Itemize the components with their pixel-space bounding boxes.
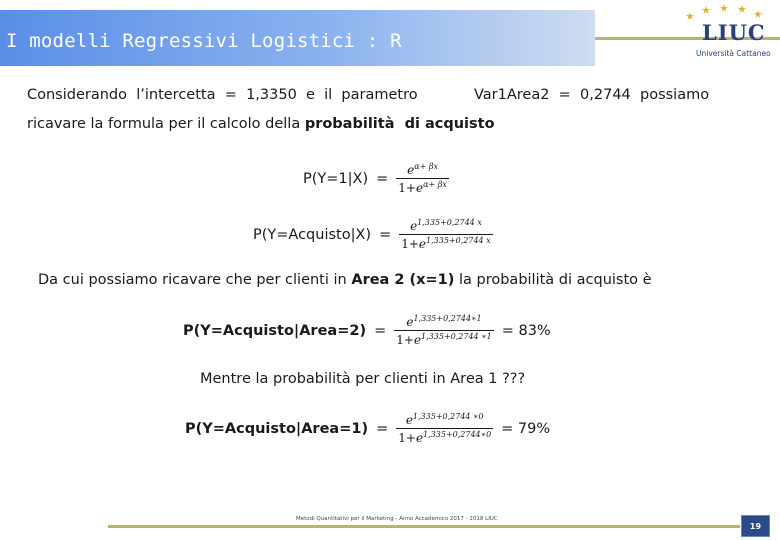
formula-area1-fraction xyxy=(396,412,493,445)
area1-question: Mentre la probabilità per clienti in Area 1 ??? xyxy=(200,371,526,387)
denominator-prefix: 1+ xyxy=(398,431,416,445)
denominator-base: e xyxy=(415,431,424,445)
formula-general-lhs: P(Y=1|X) xyxy=(303,170,369,187)
area2-sentence xyxy=(38,272,652,288)
university-logo xyxy=(680,2,775,64)
intro-line-1 xyxy=(27,87,418,103)
numerator xyxy=(408,218,484,234)
formula-acquisto-lhs: P(Y=Acquisto|X) xyxy=(253,226,372,243)
intro-line-1-right xyxy=(474,87,709,103)
numerator-base: e xyxy=(406,315,414,329)
footer-text: Metodi Quantitativi per il Marketing - Anno Accademico 2017 - 2018 LIUC xyxy=(296,516,498,522)
intro-line-2-bold: probabilità di acquisto xyxy=(304,116,495,132)
page-number: 19 xyxy=(741,515,770,537)
slide-title: I modelli Regressivi Logistici : R xyxy=(6,30,402,52)
numerator-base: e xyxy=(405,413,413,427)
denominator-exponent: 1,335+0,2744 x xyxy=(426,236,491,245)
formula-area1 xyxy=(185,412,550,445)
formula-area1-result: = 79% xyxy=(501,420,551,437)
intro-line-2-text: ricavare la formula per il calcolo della xyxy=(27,116,305,132)
stars-icon xyxy=(680,2,775,22)
equals-sign: = xyxy=(379,226,392,243)
footer-divider xyxy=(108,525,740,528)
numerator xyxy=(404,314,483,330)
denominator-prefix: 1+ xyxy=(396,333,414,347)
denominator xyxy=(396,178,449,195)
intro-line-2 xyxy=(27,116,495,132)
denominator-exponent: α+ βx xyxy=(423,180,447,189)
equals-sign: = xyxy=(376,420,389,437)
area2-sentence-bold: Area 2 (x=1) xyxy=(351,272,455,288)
denominator-base: e xyxy=(418,237,427,251)
numerator-exponent: 1,335+0,2744 x xyxy=(417,218,482,227)
denominator-prefix: 1+ xyxy=(401,237,419,251)
denominator xyxy=(396,428,493,445)
formula-acquisto-fraction xyxy=(399,218,492,251)
formula-acquisto xyxy=(253,218,493,251)
logo-brand: LIUC xyxy=(702,20,766,45)
numerator xyxy=(404,412,486,428)
numerator-exponent: 1,335+0,2744∗1 xyxy=(413,314,482,323)
numerator xyxy=(405,162,440,178)
formula-area1-lhs: P(Y=Acquisto|Area=1) xyxy=(185,420,369,437)
equals-sign: = xyxy=(376,170,389,187)
denominator-exponent: 1,335+0,2744 ∗1 xyxy=(421,332,492,341)
formula-general xyxy=(303,162,449,195)
area2-sentence-part-1: Da cui possiamo ricavare che per clienti in xyxy=(38,272,352,288)
formula-general-fraction xyxy=(396,162,449,195)
denominator xyxy=(399,234,492,251)
numerator-exponent: 1,335+0,2744 ∗0 xyxy=(412,412,484,421)
numerator-base: e xyxy=(410,219,418,233)
denominator-base: e xyxy=(413,333,422,347)
formula-area2-lhs: P(Y=Acquisto|Area=2) xyxy=(183,322,367,339)
numerator-exponent: α+ βx xyxy=(414,162,439,171)
formula-area2 xyxy=(183,314,551,347)
intro-line-1-part-1: Considerando l’intercetta = 1,3350 e il parametro xyxy=(27,87,418,103)
intro-line-1-part-2: Var1Area2 = 0,2744 possiamo xyxy=(474,87,710,103)
logo-subtitle: Università Cattaneo xyxy=(696,49,771,58)
formula-area2-fraction xyxy=(394,314,493,347)
denominator-exponent: 1,335+0,2744∗0 xyxy=(423,430,492,439)
denominator-base: e xyxy=(415,181,424,195)
denominator-prefix: 1+ xyxy=(398,181,416,195)
formula-area2-result: = 83% xyxy=(501,322,551,339)
equals-sign: = xyxy=(374,322,387,339)
numerator-base: e xyxy=(407,163,415,177)
denominator xyxy=(394,330,493,347)
area2-sentence-part-2: la probabilità di acquisto è xyxy=(454,272,652,288)
